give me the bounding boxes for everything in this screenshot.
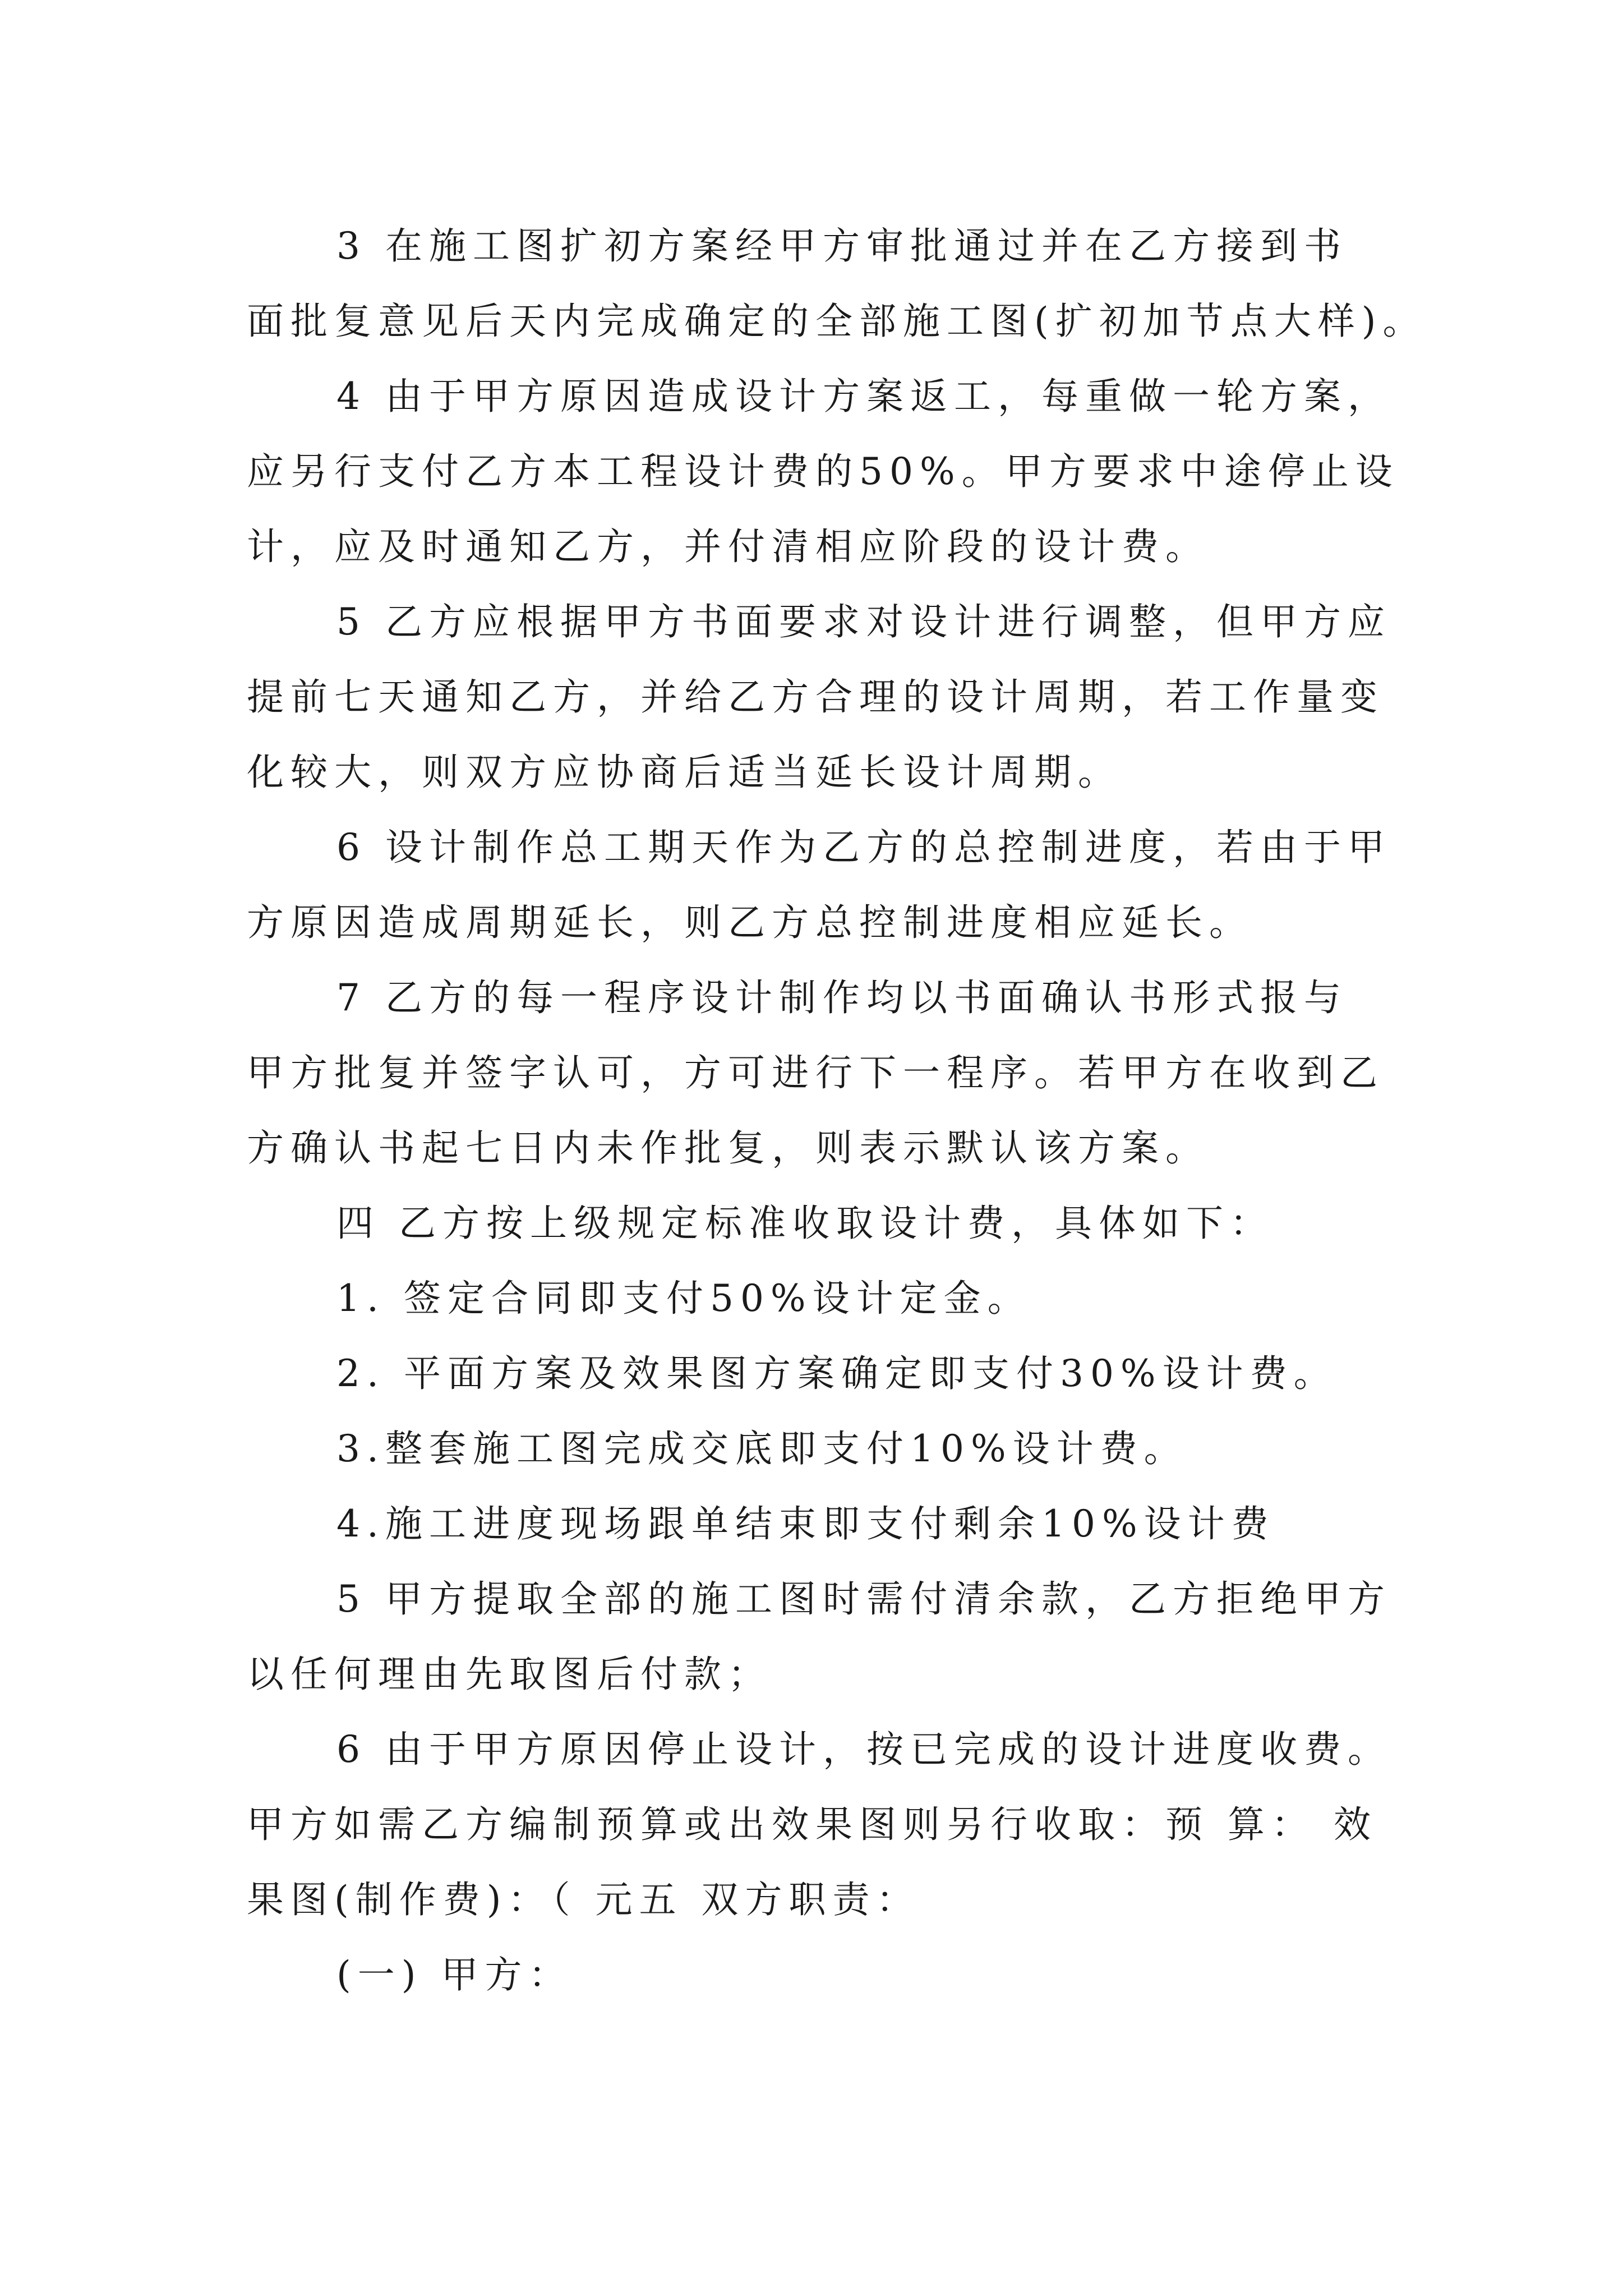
- paragraph-line: 面批复意见后天内完成确定的全部施工图(扩初加节点大样)。: [247, 300, 1427, 343]
- paragraph-line: 提前七天通知乙方，并给乙方合理的设计周期，若工作量变: [247, 675, 1384, 719]
- paragraph-line: 方原因造成周期延长，则乙方总控制进度相应延长。: [247, 901, 1253, 944]
- paragraph-line: 4 由于甲方原因造成设计方案返工，每重做一轮方案，: [336, 375, 1391, 418]
- paragraph-line: 5 乙方应根据甲方书面要求对设计进行调整，但甲方应: [336, 600, 1391, 643]
- paragraph-line: 计，应及时通知乙方，并付清相应阶段的设计费。: [247, 525, 1209, 568]
- paragraph-line: 甲方批复并签字认可，方可进行下一程序。若甲方在收到乙: [247, 1051, 1384, 1094]
- paragraph-line: 3 在施工图扩初方案经甲方审批通过并在乙方接到书: [336, 224, 1348, 268]
- paragraph-line: 以任何理由先取图后付款；: [247, 1653, 772, 1696]
- section-heading: 四 乙方按上级规定标准收取设计费，具体如下：: [336, 1202, 1274, 1245]
- paragraph-line: 5 甲方提取全部的施工图时需付清余款，乙方拒绝甲方: [336, 1577, 1391, 1621]
- paragraph-line: 方确认书起七日内未作批复，则表示默认该方案。: [247, 1126, 1209, 1170]
- paragraph-line: 甲方如需乙方编制预算或出效果图则另行收取：预 算： 效: [247, 1803, 1377, 1846]
- paragraph-line: 应另行支付乙方本工程设计费的50%。甲方要求中途停止设: [247, 450, 1399, 493]
- paragraph-line: 果图(制作费)：（ 元五 双方职责：: [247, 1878, 920, 1921]
- paragraph-line: 7 乙方的每一程序设计制作均以书面确认书形式报与: [336, 976, 1348, 1019]
- subsection-heading: (一) 甲方：: [336, 1953, 573, 1996]
- document-body: [247, 209, 1427, 2013]
- paragraph-line: 6 由于甲方原因停止设计，按已完成的设计进度收费。: [336, 1728, 1391, 1771]
- list-item: 3.整套施工图完成交底即支付10%设计费。: [336, 1427, 1188, 1470]
- paragraph-line: 化较大，则双方应协商后适当延长设计周期。: [247, 751, 1122, 794]
- list-item: 1. 签定合同即支付50%设计定金。: [336, 1277, 1031, 1320]
- list-item: 2. 平面方案及效果图方案确定即支付30%设计费。: [336, 1352, 1338, 1395]
- paragraph-line: 6 设计制作总工期天作为乙方的总控制进度，若由于甲: [336, 826, 1391, 869]
- list-item: 4.施工进度现场跟单结束即支付剩余10%设计费: [336, 1502, 1275, 1545]
